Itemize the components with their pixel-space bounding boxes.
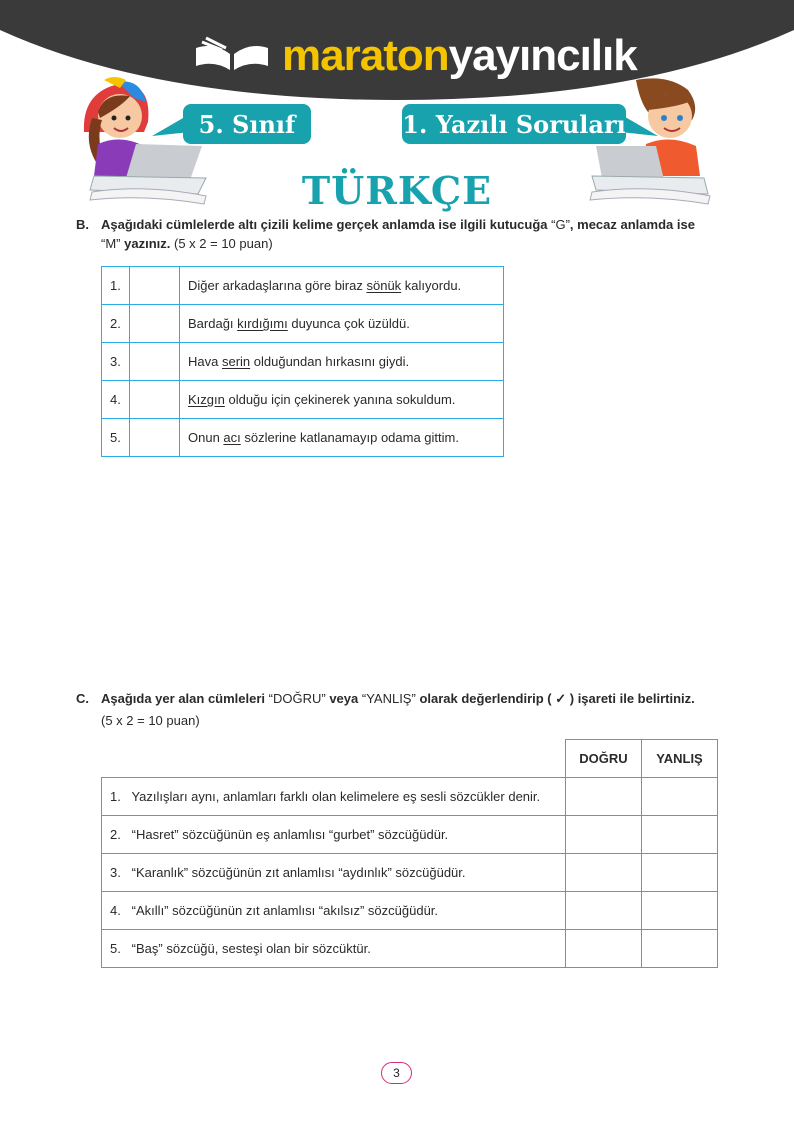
statement-cell: 2. “Hasret” sözcüğünün eş anlamlısı “gurbet” sözcüğüdür. bbox=[102, 816, 566, 854]
section-b-text-3: yazınız. bbox=[124, 236, 171, 251]
section-c-letter: C. bbox=[76, 691, 89, 706]
exam-title: 1. Yazılı Soruları bbox=[402, 104, 626, 144]
section-b-table bbox=[101, 266, 504, 457]
sentence-post: kalıyordu. bbox=[401, 278, 462, 293]
book-logo-icon bbox=[192, 36, 272, 76]
section-b-m: “M” bbox=[101, 236, 121, 251]
row-number: 1. bbox=[102, 267, 130, 305]
underlined-word: serin bbox=[221, 354, 251, 369]
sentence-cell bbox=[180, 305, 504, 343]
underlined-word: acı bbox=[223, 430, 241, 445]
row-number: 3. bbox=[102, 343, 130, 381]
section-c-text-2: veya bbox=[329, 691, 359, 706]
yanlis-checkbox-cell[interactable] bbox=[642, 778, 718, 816]
table-row bbox=[102, 419, 504, 457]
sentence-cell bbox=[180, 267, 504, 305]
yanlis-checkbox-cell[interactable] bbox=[642, 930, 718, 968]
table-row bbox=[102, 305, 504, 343]
section-c-points: (5 x 2 = 10 puan) bbox=[101, 713, 200, 728]
table-row bbox=[102, 930, 718, 968]
row-number: 5. bbox=[102, 419, 130, 457]
section-c-table bbox=[101, 739, 718, 968]
sentence-post: duyunca çok üzüldü. bbox=[287, 316, 410, 331]
sentence-post: olduğu için çekinerek yanına sokuldum. bbox=[224, 392, 456, 407]
page-number: 3 bbox=[381, 1062, 412, 1084]
grade-label: 5. Sınıf bbox=[183, 104, 311, 144]
section-c-text-3: olarak değerlendirip ( ✓ ) işareti ile belirtiniz. bbox=[419, 691, 695, 706]
answer-box[interactable] bbox=[130, 305, 180, 343]
answer-box[interactable] bbox=[130, 267, 180, 305]
section-c-text-1: Aşağıda yer alan cümleleri bbox=[101, 691, 266, 706]
statement-cell: 3. “Karanlık” sözcüğünün zıt anlamlısı “aydınlık” sözcüğüdür. bbox=[102, 854, 566, 892]
column-header-yanlis: YANLIŞ bbox=[642, 740, 718, 778]
column-header-dogru: DOĞRU bbox=[566, 740, 642, 778]
table-row bbox=[102, 892, 718, 930]
sentence-pre: Diğer arkadaşlarına göre biraz bbox=[188, 278, 367, 293]
yanlis-checkbox-cell[interactable] bbox=[642, 892, 718, 930]
answer-box[interactable] bbox=[130, 419, 180, 457]
dogru-checkbox-cell[interactable] bbox=[566, 892, 642, 930]
section-c-instructions bbox=[76, 688, 718, 732]
table-row bbox=[102, 816, 718, 854]
table-row bbox=[102, 267, 504, 305]
dogru-checkbox-cell[interactable] bbox=[566, 854, 642, 892]
underlined-word: sönük bbox=[366, 278, 402, 293]
statement-cell: 1. Yazılışları aynı, anlamları farklı olan kelimelere eş sesli sözcükler denir. bbox=[102, 778, 566, 816]
section-b-points: (5 x 2 = 10 puan) bbox=[174, 236, 273, 251]
section-b-instructions bbox=[76, 215, 718, 253]
brand-name-part2: yayıncılık bbox=[448, 31, 637, 80]
sentence-pre: Onun bbox=[188, 430, 224, 445]
sentence-cell bbox=[180, 381, 504, 419]
underlined-word: kırdığımı bbox=[237, 316, 288, 331]
underlined-word: Kızgın bbox=[188, 392, 225, 407]
table-row bbox=[102, 381, 504, 419]
section-b-letter: B. bbox=[76, 217, 89, 232]
sentence-pre: Bardağı bbox=[188, 316, 238, 331]
answer-box[interactable] bbox=[130, 381, 180, 419]
dogru-checkbox-cell[interactable] bbox=[566, 816, 642, 854]
table-row bbox=[102, 778, 718, 816]
table-row bbox=[102, 343, 504, 381]
sentence-post: sözlerine katlanamayıp odama gittim. bbox=[240, 430, 459, 445]
subject-title: TÜRKÇE bbox=[301, 168, 493, 213]
table-row bbox=[102, 854, 718, 892]
yanlis-checkbox-cell[interactable] bbox=[642, 816, 718, 854]
section-b-g: “G” bbox=[551, 217, 570, 232]
row-number: 4. bbox=[102, 381, 130, 419]
brand-name-part1: maraton bbox=[282, 31, 449, 80]
yanlis-checkbox-cell[interactable] bbox=[642, 854, 718, 892]
row-number: 2. bbox=[102, 305, 130, 343]
brand-logo bbox=[192, 30, 637, 82]
sentence-cell bbox=[180, 343, 504, 381]
statement-cell: 5. “Baş” sözcüğü, sesteşi olan bir sözcüktür. bbox=[102, 930, 566, 968]
sentence-cell bbox=[180, 419, 504, 457]
exam-pill-tail bbox=[620, 110, 660, 140]
section-b-text-2: , mecaz anlamda ise bbox=[569, 217, 695, 232]
statement-cell: 4. “Akıllı” sözcüğünün zıt anlamlısı “akılsız” sözcüğüdür. bbox=[102, 892, 566, 930]
dogru-checkbox-cell[interactable] bbox=[566, 930, 642, 968]
section-c-yanlis: “YANLIŞ” bbox=[361, 691, 416, 706]
section-c-dogru: “DOĞRU” bbox=[268, 691, 326, 706]
sentence-pre: Hava bbox=[188, 354, 222, 369]
sentence-post: olduğundan hırkasını giydi. bbox=[250, 354, 410, 369]
dogru-checkbox-cell[interactable] bbox=[566, 778, 642, 816]
section-c-empty-header bbox=[102, 740, 566, 778]
answer-box[interactable] bbox=[130, 343, 180, 381]
section-b-text-1: Aşağıdaki cümlelerde altı çizili kelime gerçek anlamda ise ilgili kutucuğa bbox=[101, 217, 548, 232]
